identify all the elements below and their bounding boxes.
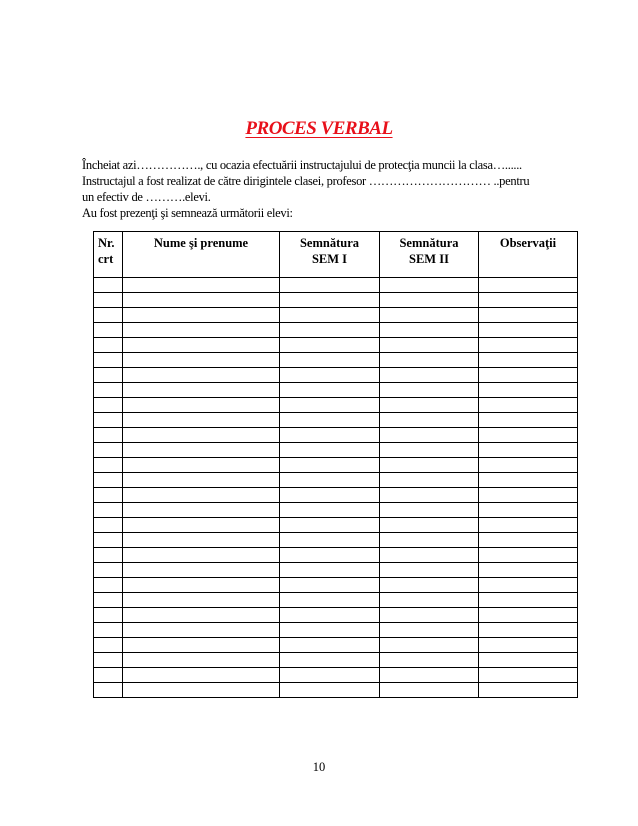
table-cell[interactable]: [380, 338, 479, 353]
table-cell[interactable]: [94, 368, 123, 383]
table-cell[interactable]: [479, 488, 578, 503]
table-cell[interactable]: [123, 563, 280, 578]
table-cell[interactable]: [94, 593, 123, 608]
table-row: [94, 503, 578, 518]
table-cell[interactable]: [479, 398, 578, 413]
table-cell[interactable]: [280, 563, 380, 578]
table-cell[interactable]: [479, 623, 578, 638]
table-cell[interactable]: [479, 668, 578, 683]
table-cell[interactable]: [123, 443, 280, 458]
header-line: Nr.: [98, 236, 115, 250]
intro-line: Instructajul a fost realizat de către dirigintele clasei, profesor ………………………… ..pentru: [82, 174, 530, 188]
header-line: Nume şi prenume: [153, 236, 249, 250]
table-cell[interactable]: [123, 638, 280, 653]
table-cell[interactable]: [123, 533, 280, 548]
table-cell[interactable]: [280, 458, 380, 473]
table-cell[interactable]: [123, 668, 280, 683]
table-cell[interactable]: [280, 338, 380, 353]
table-cell[interactable]: [123, 623, 280, 638]
header-line: Semnătura: [399, 236, 459, 250]
table-cell[interactable]: [479, 473, 578, 488]
table-cell[interactable]: [123, 683, 280, 698]
table-cell[interactable]: [280, 653, 380, 668]
table-cell[interactable]: [123, 653, 280, 668]
table-cell[interactable]: [123, 473, 280, 488]
header-line: SEM II: [409, 252, 449, 266]
intro-line: un efectiv de ……….elevi.: [82, 190, 211, 204]
table-cell[interactable]: [280, 413, 380, 428]
table-cell[interactable]: [94, 413, 123, 428]
table-cell[interactable]: [380, 503, 479, 518]
table-cell[interactable]: [479, 593, 578, 608]
page-title: PROCES VERBAL: [245, 118, 393, 139]
table-cell[interactable]: [380, 548, 479, 563]
table-cell[interactable]: [479, 653, 578, 668]
header-line: crt: [98, 252, 114, 266]
intro-text: [82, 157, 582, 221]
table-row: [94, 338, 578, 353]
table-cell[interactable]: [280, 353, 380, 368]
table-cell[interactable]: [380, 428, 479, 443]
table-cell[interactable]: [280, 278, 380, 293]
table-cell[interactable]: [479, 578, 578, 593]
table-cell[interactable]: [380, 668, 479, 683]
table-row: [94, 413, 578, 428]
header-line: SEM I: [311, 252, 348, 266]
table-cell[interactable]: [380, 638, 479, 653]
table-cell[interactable]: [94, 473, 123, 488]
table-cell[interactable]: [123, 488, 280, 503]
attendance-table: [93, 231, 578, 698]
table-cell[interactable]: [280, 533, 380, 548]
table-cell[interactable]: [123, 368, 280, 383]
table-cell[interactable]: [479, 278, 578, 293]
table-row: [94, 458, 578, 473]
header-signature-sem1: [280, 232, 380, 278]
table-cell[interactable]: [280, 608, 380, 623]
header-line: Observaţii: [499, 236, 557, 250]
table-cell[interactable]: [94, 428, 123, 443]
header-name: [123, 232, 280, 278]
table-body: [94, 278, 578, 698]
table-cell[interactable]: [380, 608, 479, 623]
table-cell[interactable]: [94, 608, 123, 623]
table-cell[interactable]: [479, 518, 578, 533]
table-row: [94, 563, 578, 578]
table-cell[interactable]: [94, 398, 123, 413]
table-row: [94, 623, 578, 638]
table-cell[interactable]: [380, 398, 479, 413]
table-cell[interactable]: [479, 338, 578, 353]
table-cell[interactable]: [123, 398, 280, 413]
table-cell[interactable]: [380, 683, 479, 698]
table-cell[interactable]: [479, 608, 578, 623]
table-cell[interactable]: [280, 293, 380, 308]
table-cell[interactable]: [280, 503, 380, 518]
table-cell[interactable]: [280, 473, 380, 488]
page-number: 10: [312, 760, 326, 774]
table-row: [94, 383, 578, 398]
table-row: [94, 323, 578, 338]
table-cell[interactable]: [123, 278, 280, 293]
table-cell[interactable]: [380, 653, 479, 668]
table-cell[interactable]: [123, 353, 280, 368]
table-cell[interactable]: [94, 488, 123, 503]
header-nr-crt: [94, 232, 123, 278]
table-cell[interactable]: [280, 443, 380, 458]
table-cell[interactable]: [380, 578, 479, 593]
table-cell[interactable]: [380, 488, 479, 503]
table-cell[interactable]: [123, 518, 280, 533]
table-cell[interactable]: [380, 413, 479, 428]
table-row: [94, 368, 578, 383]
table-cell[interactable]: [479, 413, 578, 428]
table-cell[interactable]: [123, 578, 280, 593]
table-cell[interactable]: [479, 443, 578, 458]
table-cell[interactable]: [280, 308, 380, 323]
table-cell[interactable]: [94, 623, 123, 638]
table-cell[interactable]: [123, 548, 280, 563]
table-row: [94, 518, 578, 533]
table-row: [94, 443, 578, 458]
table-cell[interactable]: [380, 293, 479, 308]
table-row: [94, 593, 578, 608]
table-row: [94, 428, 578, 443]
table-cell[interactable]: [479, 428, 578, 443]
table-row: [94, 638, 578, 653]
table-row: [94, 668, 578, 683]
table-cell[interactable]: [380, 368, 479, 383]
table-row: [94, 398, 578, 413]
table-cell[interactable]: [479, 563, 578, 578]
table-cell[interactable]: [380, 518, 479, 533]
table-cell[interactable]: [380, 443, 479, 458]
table-cell[interactable]: [123, 383, 280, 398]
table-cell[interactable]: [123, 308, 280, 323]
table-cell[interactable]: [280, 488, 380, 503]
table-cell[interactable]: [94, 338, 123, 353]
table-cell[interactable]: [479, 683, 578, 698]
table-cell[interactable]: [380, 593, 479, 608]
intro-line: Au fost prezenţi şi semnează următorii elevi:: [82, 206, 293, 220]
table-cell[interactable]: [479, 503, 578, 518]
table-cell[interactable]: [280, 323, 380, 338]
table-cell[interactable]: [380, 458, 479, 473]
table-row: [94, 533, 578, 548]
table-row: [94, 653, 578, 668]
intro-line: Încheiat azi……………., cu ocazia efectuării instructajului de protecţia muncii la clasa…......: [82, 158, 522, 172]
table-cell[interactable]: [380, 473, 479, 488]
table-cell[interactable]: [380, 278, 479, 293]
table-cell[interactable]: [280, 548, 380, 563]
table-cell[interactable]: [380, 563, 479, 578]
table-cell[interactable]: [280, 428, 380, 443]
table-cell[interactable]: [380, 308, 479, 323]
table-cell[interactable]: [380, 323, 479, 338]
table-row: [94, 473, 578, 488]
table-cell[interactable]: [94, 353, 123, 368]
table-header-row: [94, 232, 578, 278]
table-cell[interactable]: [94, 548, 123, 563]
table-cell[interactable]: [123, 608, 280, 623]
table-cell[interactable]: [380, 533, 479, 548]
table-cell[interactable]: [123, 428, 280, 443]
table-cell[interactable]: [280, 383, 380, 398]
table-cell[interactable]: [280, 398, 380, 413]
table-cell[interactable]: [380, 353, 479, 368]
table-cell[interactable]: [280, 368, 380, 383]
header-line: Semnătura: [299, 236, 360, 250]
table-cell[interactable]: [280, 623, 380, 638]
table-cell[interactable]: [479, 293, 578, 308]
table-cell[interactable]: [380, 623, 479, 638]
table-cell[interactable]: [94, 563, 123, 578]
table-cell[interactable]: [123, 458, 280, 473]
table-cell[interactable]: [280, 518, 380, 533]
table-cell[interactable]: [123, 338, 280, 353]
table-row: [94, 353, 578, 368]
table-row: [94, 548, 578, 563]
table-cell[interactable]: [123, 413, 280, 428]
table-cell[interactable]: [123, 293, 280, 308]
table-row: [94, 278, 578, 293]
table-cell[interactable]: [280, 593, 380, 608]
table-cell[interactable]: [94, 578, 123, 593]
table-cell[interactable]: [479, 323, 578, 338]
table-cell[interactable]: [94, 323, 123, 338]
table-cell[interactable]: [94, 458, 123, 473]
header-signature-sem2: [380, 232, 479, 278]
table-row: [94, 608, 578, 623]
table-cell[interactable]: [94, 668, 123, 683]
table-cell[interactable]: [380, 383, 479, 398]
table-cell[interactable]: [123, 503, 280, 518]
table-cell[interactable]: [94, 308, 123, 323]
table-cell[interactable]: [123, 593, 280, 608]
table-cell[interactable]: [280, 578, 380, 593]
table-cell[interactable]: [94, 383, 123, 398]
table-cell[interactable]: [94, 653, 123, 668]
table-cell[interactable]: [280, 638, 380, 653]
table-cell[interactable]: [94, 533, 123, 548]
table-row: [94, 308, 578, 323]
table-row: [94, 578, 578, 593]
table-cell[interactable]: [123, 323, 280, 338]
table-row: [94, 683, 578, 698]
table-cell[interactable]: [94, 278, 123, 293]
header-observations: [479, 232, 578, 278]
table-cell[interactable]: [479, 353, 578, 368]
table-cell[interactable]: [479, 533, 578, 548]
table-cell[interactable]: [94, 293, 123, 308]
table-cell[interactable]: [280, 683, 380, 698]
table-cell[interactable]: [479, 458, 578, 473]
table-cell[interactable]: [479, 368, 578, 383]
table-cell[interactable]: [479, 548, 578, 563]
table-cell[interactable]: [94, 638, 123, 653]
table-cell[interactable]: [479, 638, 578, 653]
table-cell[interactable]: [479, 383, 578, 398]
table-row: [94, 488, 578, 503]
table-cell[interactable]: [94, 503, 123, 518]
table-row: [94, 293, 578, 308]
table-cell[interactable]: [94, 443, 123, 458]
table-cell[interactable]: [479, 308, 578, 323]
table-cell[interactable]: [94, 683, 123, 698]
table-cell[interactable]: [94, 518, 123, 533]
table-cell[interactable]: [280, 668, 380, 683]
